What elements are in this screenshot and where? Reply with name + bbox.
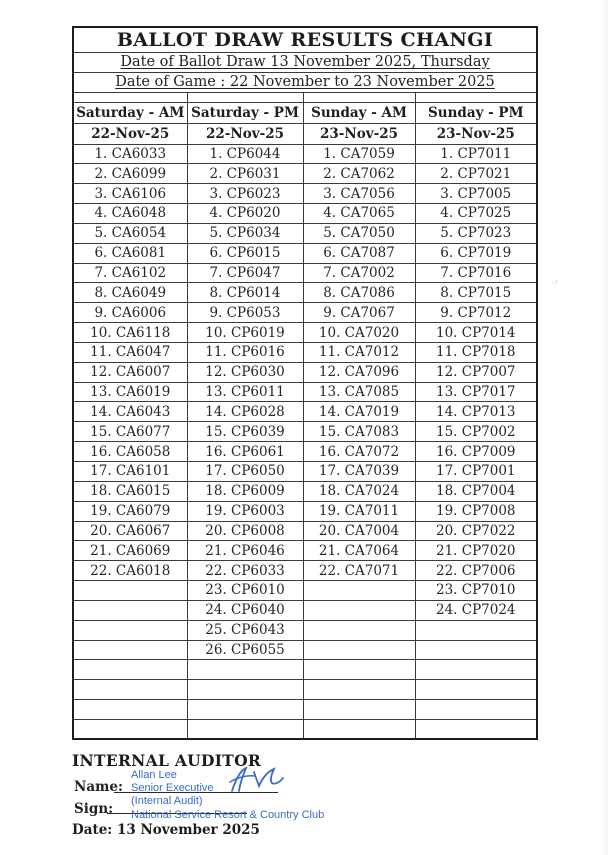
internal-auditor-heading: INTERNAL AUDITOR bbox=[72, 751, 262, 770]
ballot-cell: 6. CP6015 bbox=[187, 243, 303, 263]
ballot-cell: 4. CP7025 bbox=[415, 204, 537, 224]
ballot-row-29 bbox=[73, 700, 537, 720]
ballot-cell: 9. CP6053 bbox=[187, 303, 303, 323]
ballot-cell: 10. CA6118 bbox=[73, 323, 187, 343]
ballot-cell bbox=[303, 680, 415, 700]
ballot-cell: 15. CA7083 bbox=[303, 422, 415, 442]
ballot-row-14 bbox=[73, 402, 537, 422]
ballot-cell: 5. CA7050 bbox=[303, 223, 415, 243]
stamp-organization: National Service Resort & Country Club bbox=[131, 808, 325, 821]
ballot-cell: 7. CA7002 bbox=[303, 263, 415, 283]
ballot-row-27 bbox=[73, 660, 537, 680]
page-title: BALLOT DRAW RESULTS CHANGI bbox=[73, 27, 537, 52]
ballot-cell: 11. CP6016 bbox=[187, 342, 303, 362]
ballot-cell: 6. CA6081 bbox=[73, 243, 187, 263]
ballot-row-5 bbox=[73, 223, 537, 243]
game-date-text: Date of Game : 22 November to 23 November 2025 bbox=[115, 74, 495, 90]
ballot-cell: 20. CA7004 bbox=[303, 521, 415, 541]
ballot-cell: 8. CA6049 bbox=[73, 283, 187, 303]
ballot-cell bbox=[415, 680, 537, 700]
ballot-cell: 9. CP7012 bbox=[415, 303, 537, 323]
ballot-cell: 12. CA7096 bbox=[303, 362, 415, 382]
ballot-cell: 13. CP7017 bbox=[415, 382, 537, 402]
ballot-row-3 bbox=[73, 184, 537, 204]
ballot-cell: 12. CA6007 bbox=[73, 362, 187, 382]
ballot-draw-date-text: Date of Ballot Draw 13 November 2025, Thursday bbox=[120, 54, 490, 70]
coldate-row bbox=[73, 123, 537, 144]
ballot-cell: 8. CA7086 bbox=[303, 283, 415, 303]
ballot-row-13 bbox=[73, 382, 537, 402]
ballot-cell: 18. CP6009 bbox=[187, 481, 303, 501]
ballot-cell: 8. CP6014 bbox=[187, 283, 303, 303]
ballot-cell bbox=[303, 700, 415, 720]
ballot-cell: 12. CP6030 bbox=[187, 362, 303, 382]
audit-date: Date: 13 November 2025 bbox=[72, 822, 260, 838]
ballot-row-28 bbox=[73, 680, 537, 700]
ballot-cell: 6. CP7019 bbox=[415, 243, 537, 263]
ballot-cell: 22. CA7071 bbox=[303, 561, 415, 581]
ballot-row-19 bbox=[73, 501, 537, 521]
ballot-row-9 bbox=[73, 303, 537, 323]
ballot-cell: 17. CA6101 bbox=[73, 462, 187, 482]
ballot-cell: 21. CA7064 bbox=[303, 541, 415, 561]
ballot-row-17 bbox=[73, 462, 537, 482]
session-date-cell-3: 23-Nov-25 bbox=[415, 123, 537, 144]
ballot-cell: 15. CA6077 bbox=[73, 422, 187, 442]
ballot-cell bbox=[187, 719, 303, 739]
ballot-cell bbox=[187, 700, 303, 720]
ballot-cell: 3. CA6106 bbox=[73, 184, 187, 204]
ballot-cell: 16. CA7072 bbox=[303, 442, 415, 462]
ballot-cell: 14. CP6028 bbox=[187, 402, 303, 422]
ballot-row-6 bbox=[73, 243, 537, 263]
ballot-cell: 7. CA6102 bbox=[73, 263, 187, 283]
ballot-row-12 bbox=[73, 362, 537, 382]
ballot-cell: 16. CP6061 bbox=[187, 442, 303, 462]
ballot-cell: 11. CA6047 bbox=[73, 342, 187, 362]
ballot-row-2 bbox=[73, 164, 537, 184]
ballot-cell: 24. CP7024 bbox=[415, 600, 537, 620]
ballot-cell bbox=[73, 660, 187, 680]
ballot-row-30 bbox=[73, 719, 537, 739]
ballot-row-10 bbox=[73, 323, 537, 343]
ballot-row-25 bbox=[73, 620, 537, 640]
ballot-cell: 23. CP6010 bbox=[187, 581, 303, 601]
ballot-cell: 18. CA6015 bbox=[73, 481, 187, 501]
sign-label: Sign: bbox=[74, 801, 114, 817]
ballot-draw-date-row bbox=[73, 52, 537, 72]
session-date-cell-2: 23-Nov-25 bbox=[303, 123, 415, 144]
ballot-row-7 bbox=[73, 263, 537, 283]
ballot-row-21 bbox=[73, 541, 537, 561]
ballot-row-23 bbox=[73, 581, 537, 601]
ballot-row-4 bbox=[73, 204, 537, 224]
ballot-cell bbox=[303, 640, 415, 660]
ballot-cell bbox=[73, 700, 187, 720]
ballot-cell: 5. CP7023 bbox=[415, 223, 537, 243]
session-row bbox=[73, 102, 537, 123]
ballot-cell: 18. CP7004 bbox=[415, 481, 537, 501]
ballot-cell: 22. CP7006 bbox=[415, 561, 537, 581]
ballot-row-18 bbox=[73, 481, 537, 501]
ballot-cell bbox=[73, 581, 187, 601]
ballot-cell: 2. CP6031 bbox=[187, 164, 303, 184]
ballot-cell: 21. CA6069 bbox=[73, 541, 187, 561]
stamp-department: (Internal Audit) bbox=[131, 795, 203, 808]
ballot-cell bbox=[415, 640, 537, 660]
ballot-row-1 bbox=[73, 144, 537, 164]
faint-pencil-mark: ·ʸ bbox=[550, 277, 559, 290]
ballot-cell: 17. CA7039 bbox=[303, 462, 415, 482]
ballot-cell bbox=[415, 719, 537, 739]
ballot-cell: 3. CP6023 bbox=[187, 184, 303, 204]
ballot-cell bbox=[415, 620, 537, 640]
ballot-cell bbox=[415, 660, 537, 680]
ballot-cell: 16. CA6058 bbox=[73, 442, 187, 462]
ballot-cell: 2. CA7062 bbox=[303, 164, 415, 184]
ballot-results-table bbox=[72, 26, 538, 740]
ballot-cell: 1. CA6033 bbox=[73, 144, 187, 164]
ballot-cell bbox=[187, 660, 303, 680]
ballot-cell: 18. CA7024 bbox=[303, 481, 415, 501]
session-date-cell-1: 22-Nov-25 bbox=[187, 123, 303, 144]
ballot-cell: 17. CP6050 bbox=[187, 462, 303, 482]
ballot-cell: 4. CP6020 bbox=[187, 204, 303, 224]
ballot-cell: 4. CA6048 bbox=[73, 204, 187, 224]
ballot-cell bbox=[303, 581, 415, 601]
ballot-cell: 21. CP6046 bbox=[187, 541, 303, 561]
ballot-cell bbox=[73, 680, 187, 700]
ballot-cell: 1. CP7011 bbox=[415, 144, 537, 164]
stamp-title: Senior Executive bbox=[131, 782, 214, 795]
ballot-cell: 11. CP7018 bbox=[415, 342, 537, 362]
ballot-cell bbox=[187, 680, 303, 700]
ballot-row-15 bbox=[73, 422, 537, 442]
ballot-cell: 7. CP6047 bbox=[187, 263, 303, 283]
ballot-cell: 11. CA7012 bbox=[303, 342, 415, 362]
ballot-cell: 16. CP7009 bbox=[415, 442, 537, 462]
ballot-cell: 10. CP6019 bbox=[187, 323, 303, 343]
ballot-cell: 6. CA7087 bbox=[303, 243, 415, 263]
ballot-cell: 20. CP6008 bbox=[187, 521, 303, 541]
ballot-cell bbox=[73, 600, 187, 620]
ballot-cell: 2. CP7021 bbox=[415, 164, 537, 184]
session-header-cell-1: Saturday - PM bbox=[187, 102, 303, 123]
ballot-cell: 1. CP6044 bbox=[187, 144, 303, 164]
handwritten-signature bbox=[228, 765, 286, 797]
ballot-row-16 bbox=[73, 442, 537, 462]
ballot-cell: 1. CA7059 bbox=[303, 144, 415, 164]
ballot-cell: 22. CA6018 bbox=[73, 561, 187, 581]
ballot-cell: 5. CP6034 bbox=[187, 223, 303, 243]
ballot-cell: 21. CP7020 bbox=[415, 541, 537, 561]
ballot-cell: 20. CA6067 bbox=[73, 521, 187, 541]
ballot-cell: 15. CP7002 bbox=[415, 422, 537, 442]
ballot-cell: 2. CA6099 bbox=[73, 164, 187, 184]
ballot-row-20 bbox=[73, 521, 537, 541]
ballot-cell bbox=[303, 600, 415, 620]
ballot-cell: 8. CP7015 bbox=[415, 283, 537, 303]
ballot-cell: 17. CP7001 bbox=[415, 462, 537, 482]
ballot-cell: 5. CA6054 bbox=[73, 223, 187, 243]
session-header-cell-3: Sunday - PM bbox=[415, 102, 537, 123]
ballot-row-11 bbox=[73, 342, 537, 362]
ballot-cell bbox=[73, 640, 187, 660]
ballot-cell: 23. CP7010 bbox=[415, 581, 537, 601]
ballot-row-8 bbox=[73, 283, 537, 303]
ballot-cell: 13. CP6011 bbox=[187, 382, 303, 402]
ballot-cell: 12. CP7007 bbox=[415, 362, 537, 382]
ballot-cell: 13. CA7085 bbox=[303, 382, 415, 402]
ballot-cell: 10. CP7014 bbox=[415, 323, 537, 343]
ballot-cell: 13. CA6019 bbox=[73, 382, 187, 402]
session-header-cell-2: Sunday - AM bbox=[303, 102, 415, 123]
stamp-name: Allan Lee bbox=[131, 769, 177, 781]
session-header-cell-0: Saturday - AM bbox=[73, 102, 187, 123]
ballot-cell: 9. CA7067 bbox=[303, 303, 415, 323]
ballot-cell bbox=[303, 620, 415, 640]
ballot-cell bbox=[415, 700, 537, 720]
ballot-cell: 14. CP7013 bbox=[415, 402, 537, 422]
ballot-cell bbox=[303, 660, 415, 680]
ballot-cell bbox=[73, 620, 187, 640]
ballot-row-26 bbox=[73, 640, 537, 660]
ballot-cell: 19. CP7008 bbox=[415, 501, 537, 521]
spacer-row bbox=[73, 92, 537, 102]
game-date-row bbox=[73, 72, 537, 92]
ballot-cell: 22. CP6033 bbox=[187, 561, 303, 581]
ballot-cell: 9. CA6006 bbox=[73, 303, 187, 323]
ballot-cell: 26. CP6055 bbox=[187, 640, 303, 660]
ballot-cell bbox=[303, 719, 415, 739]
ballot-cell: 15. CP6039 bbox=[187, 422, 303, 442]
document-title-row bbox=[73, 27, 537, 52]
ballot-cell: 14. CA6043 bbox=[73, 402, 187, 422]
name-label: Name: bbox=[74, 779, 123, 795]
ballot-cell: 20. CP7022 bbox=[415, 521, 537, 541]
ballot-cell: 14. CA7019 bbox=[303, 402, 415, 422]
ballot-row-22 bbox=[73, 561, 537, 581]
ballot-cell: 7. CP7016 bbox=[415, 263, 537, 283]
ballot-cell: 19. CA7011 bbox=[303, 501, 415, 521]
ballot-cell bbox=[73, 719, 187, 739]
ballot-cell: 3. CA7056 bbox=[303, 184, 415, 204]
ballot-cell: 19. CP6003 bbox=[187, 501, 303, 521]
ballot-cell: 4. CA7065 bbox=[303, 204, 415, 224]
ballot-cell: 25. CP6043 bbox=[187, 620, 303, 640]
ballot-cell: 10. CA7020 bbox=[303, 323, 415, 343]
session-date-cell-0: 22-Nov-25 bbox=[73, 123, 187, 144]
ballot-row-24 bbox=[73, 600, 537, 620]
ballot-cell: 24. CP6040 bbox=[187, 600, 303, 620]
ballot-cell: 19. CA6079 bbox=[73, 501, 187, 521]
ballot-cell: 3. CP7005 bbox=[415, 184, 537, 204]
